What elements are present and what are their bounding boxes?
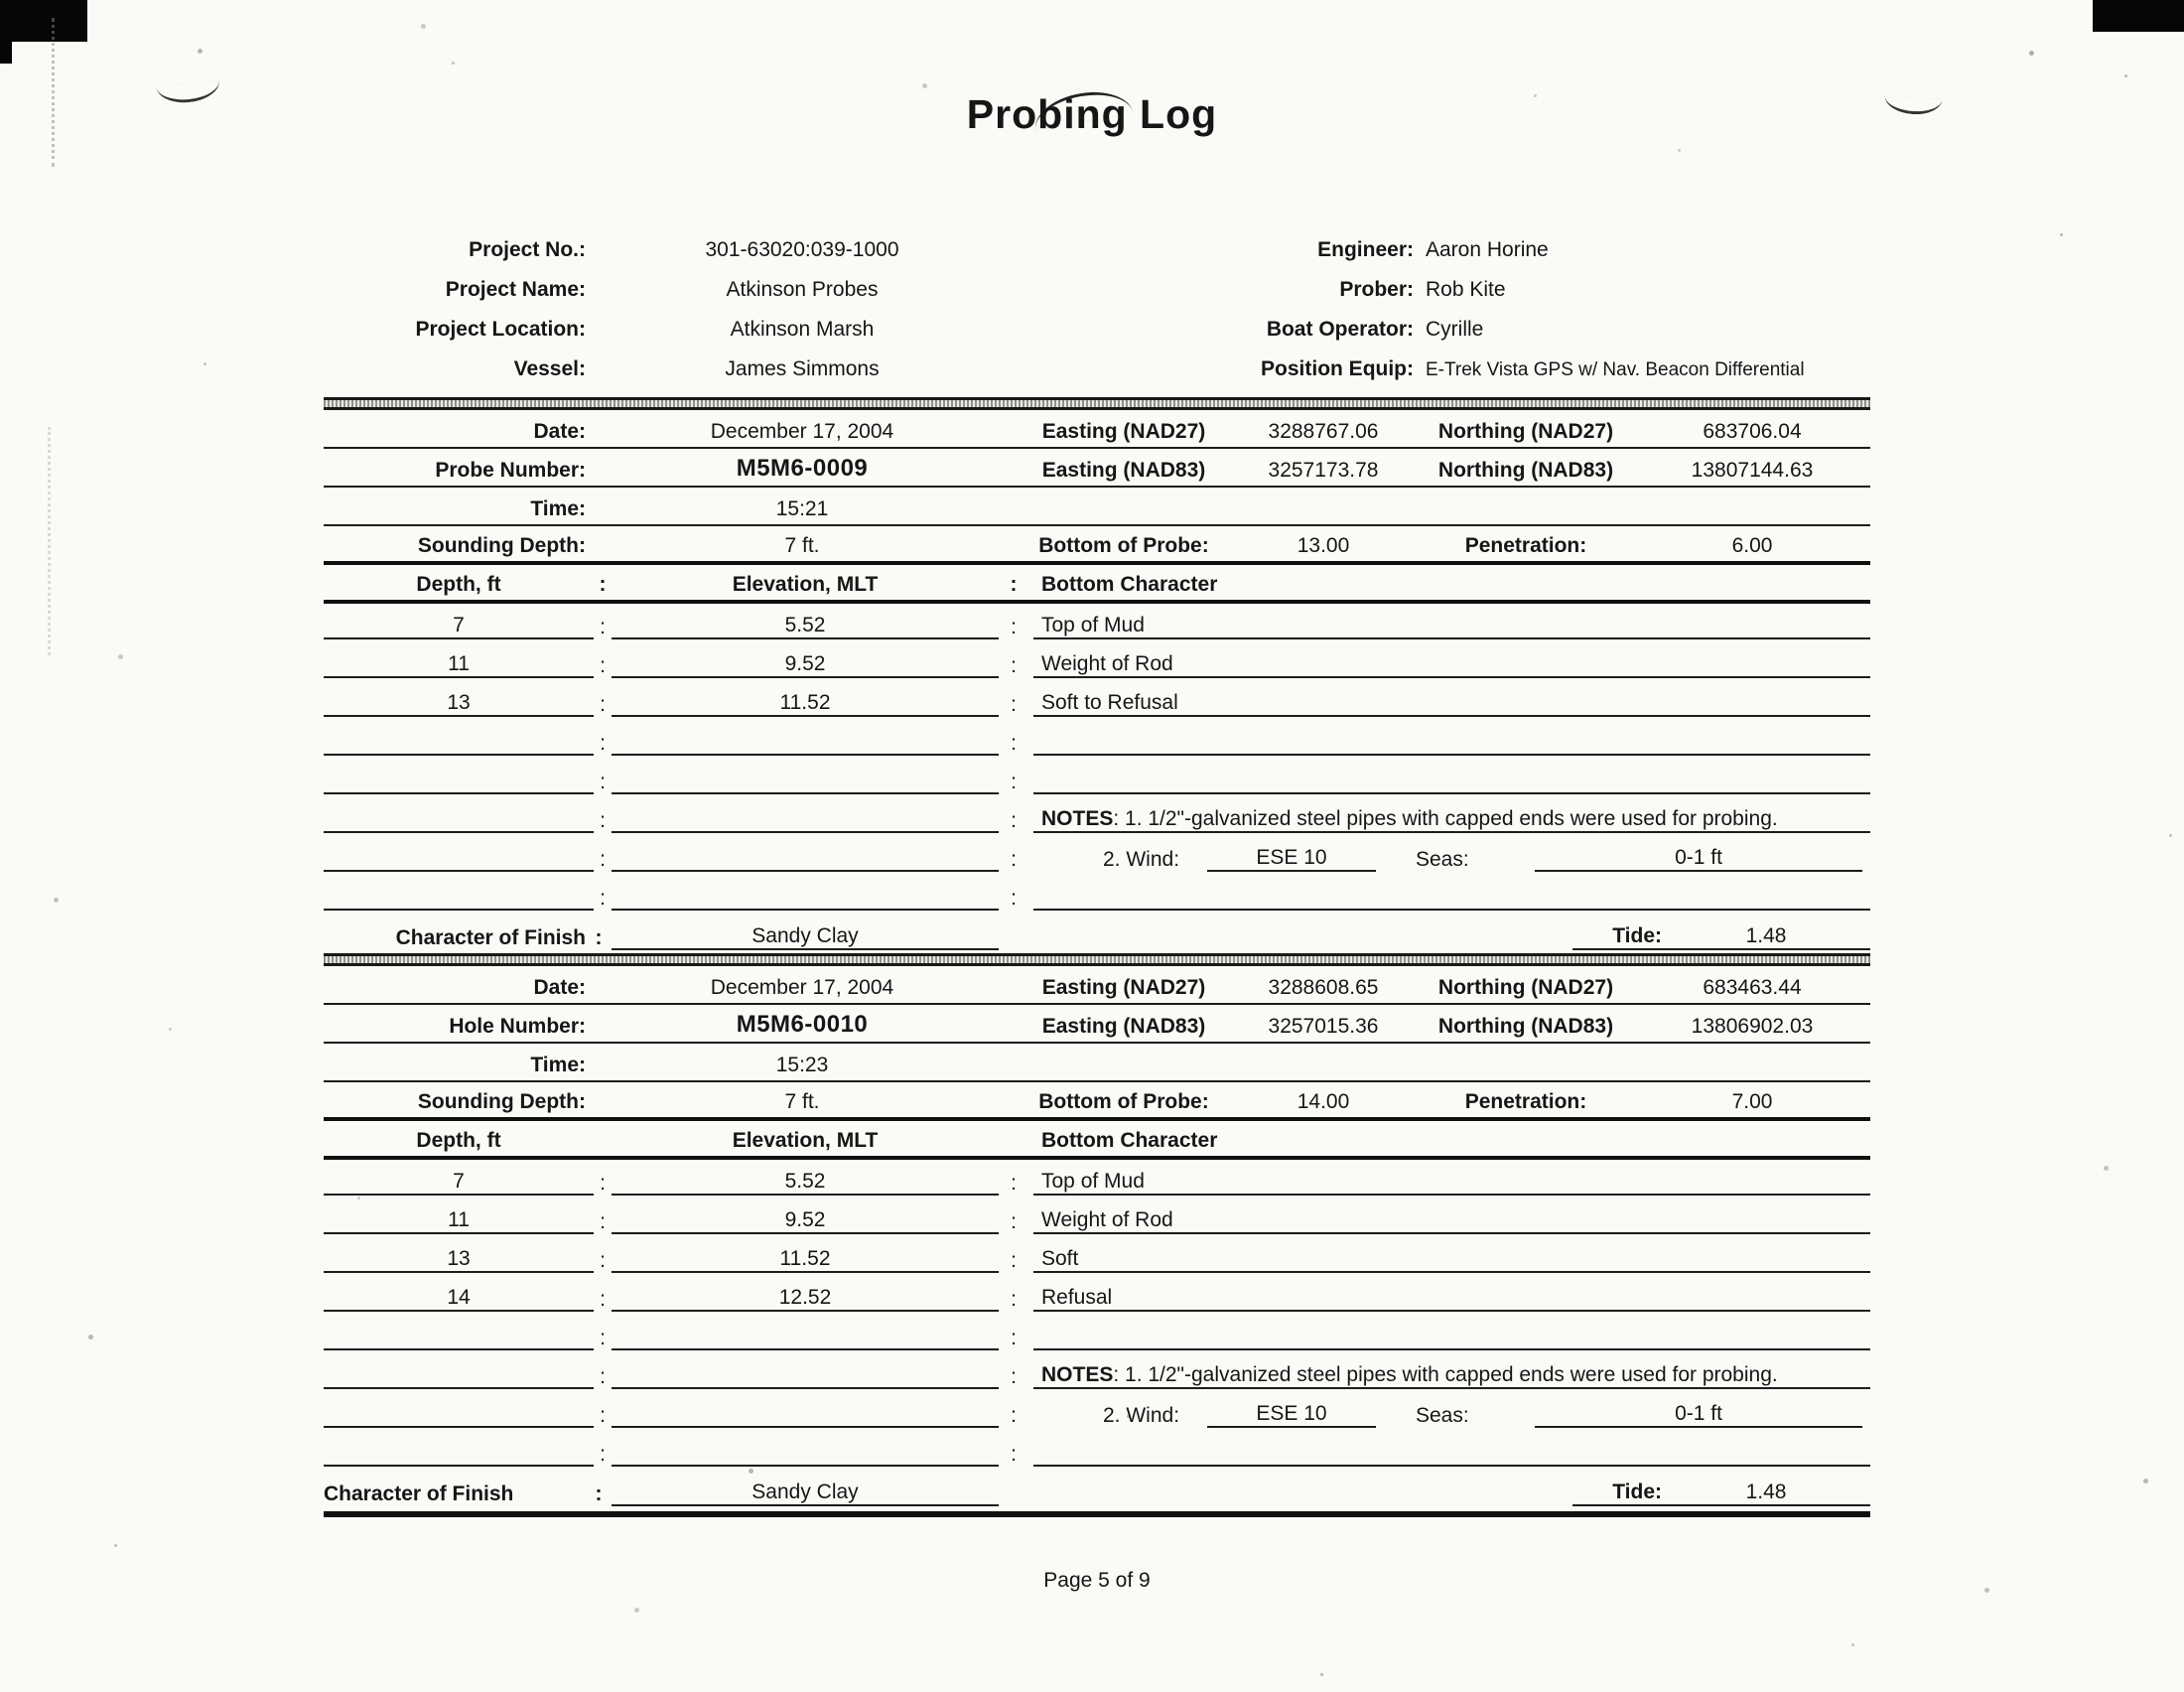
scan-artifact-top-left — [0, 0, 87, 42]
colon-separator: : — [600, 1326, 606, 1349]
notes-value: : 1. 1/2"-galvanized steel pipes with capped ends were used for probing. — [1113, 806, 1778, 830]
notes-row — [324, 797, 1870, 836]
depth-cell — [324, 870, 594, 872]
tide-label: Tide: — [1572, 924, 1662, 950]
colon-separator: : — [595, 1481, 603, 1505]
depth-cell — [324, 1387, 594, 1389]
depth-table-row — [324, 681, 1870, 720]
bottom-of-probe-value: 14.00 — [1297, 1089, 1350, 1113]
character-of-finish-label: Character of Finish — [395, 925, 586, 949]
depth-cell: 13 — [324, 691, 594, 717]
character-of-finish-row — [324, 1470, 1870, 1509]
character-cell — [1033, 792, 1870, 794]
page-number: Page 5 of 9 — [1043, 1569, 1151, 1592]
elevation-cell — [612, 1348, 999, 1350]
easting-nad27-value: 3288608.65 — [1268, 975, 1379, 999]
probe-section-2 — [324, 966, 1870, 1509]
bottom-of-probe-label: Bottom of Probe: — [1038, 1089, 1209, 1113]
notes-text — [1033, 807, 1870, 833]
vessel-label: Vessel: — [513, 356, 586, 380]
empty-row — [324, 1431, 1870, 1470]
elevation-cell — [612, 831, 999, 833]
depth-cell: 7 — [324, 614, 594, 639]
project-no-value: 301-63020:039-1000 — [705, 237, 899, 261]
depth-cell — [324, 754, 594, 756]
page-title: Probing Log — [966, 91, 1218, 137]
colon-separator: : — [1011, 1287, 1017, 1311]
date-label: Date: — [533, 975, 586, 999]
boat-operator-value: Cyrille — [1426, 317, 1484, 341]
depth-cell: 11 — [324, 1208, 594, 1234]
colon-separator: : — [1011, 653, 1017, 677]
depth-table-header — [324, 1121, 1870, 1160]
easting-nad83-value: 3257173.78 — [1268, 458, 1379, 482]
document-content — [324, 0, 1870, 1593]
easting-nad27-value: 3288767.06 — [1268, 419, 1379, 443]
colon-separator: : — [600, 615, 606, 638]
elevation-cell: 5.52 — [612, 1170, 999, 1196]
engineer-label: Engineer: — [1317, 237, 1414, 261]
depth-table-header — [324, 565, 1870, 604]
northing-nad83-label: Northing (NAD83) — [1437, 458, 1614, 482]
depth-cell — [324, 1348, 594, 1350]
character-of-finish-label: Character of Finish — [324, 1481, 514, 1505]
northing-nad27-value: 683706.04 — [1703, 419, 1802, 443]
colon-separator: : — [600, 1403, 606, 1427]
time-label: Time: — [530, 496, 586, 520]
character-cell — [1033, 754, 1870, 756]
penetration-value: 6.00 — [1731, 533, 1773, 557]
elevation-cell: 12.52 — [612, 1286, 999, 1312]
colon-separator: : — [600, 1171, 606, 1195]
scan-artifact-top-right — [2093, 0, 2184, 32]
colon-separator: : — [1011, 615, 1017, 638]
colon-separator: : — [1011, 1171, 1017, 1195]
depth-table-row — [324, 759, 1870, 797]
colon-separator: : — [600, 653, 606, 677]
character-cell: Weight of Rod — [1033, 652, 1870, 678]
elevation-cell: 11.52 — [612, 1247, 999, 1273]
character-of-finish-value: Sandy Clay — [612, 924, 999, 950]
depth-table-row — [324, 1198, 1870, 1237]
wind-seas-row — [324, 1392, 1870, 1431]
depth-cell: 7 — [324, 1170, 594, 1196]
colon-separator: : — [1011, 1403, 1017, 1427]
header-row — [324, 226, 1870, 266]
sounding-depth-row — [324, 526, 1870, 565]
colon-separator: : — [1011, 692, 1017, 716]
character-column-header: Bottom Character — [1041, 572, 1218, 596]
northing-nad27-label: Northing (NAD27) — [1437, 419, 1614, 443]
sounding-depth-row — [324, 1082, 1870, 1121]
character-cell: Weight of Rod — [1033, 1208, 1870, 1234]
bottom-of-probe-label: Bottom of Probe: — [1038, 533, 1209, 557]
scan-speckles — [0, 0, 3, 3]
northing-nad27-label: Northing (NAD27) — [1437, 975, 1614, 999]
northing-nad27-value: 683463.44 — [1703, 975, 1802, 999]
penetration-value: 7.00 — [1731, 1089, 1773, 1113]
position-equip-label: Position Equip: — [1261, 356, 1414, 380]
depth-cell — [324, 1465, 594, 1467]
character-cell — [1033, 909, 1870, 911]
colon-separator: : — [600, 731, 606, 755]
colon-separator: : — [599, 572, 607, 596]
colon-separator: : — [600, 1248, 606, 1272]
date-label: Date: — [533, 419, 586, 443]
penetration-label: Penetration: — [1464, 533, 1587, 557]
colon-separator: : — [1011, 1209, 1017, 1233]
project-header — [324, 226, 1870, 385]
elevation-column-header: Elevation, MLT — [732, 572, 879, 596]
scan-artifact-left-edge — [0, 0, 12, 64]
time-row — [324, 488, 1870, 526]
notes-row — [324, 1353, 1870, 1392]
character-cell: Refusal — [1033, 1286, 1870, 1312]
project-location-label: Project Location: — [415, 317, 586, 341]
elevation-cell — [612, 909, 999, 911]
wind-label: 2. Wind: — [1103, 847, 1180, 871]
easting-nad27-label: Easting (NAD27) — [1041, 975, 1206, 999]
colon-separator: : — [1011, 1248, 1017, 1272]
easting-nad83-value: 3257015.36 — [1268, 1014, 1379, 1038]
elevation-cell — [612, 754, 999, 756]
sounding-depth-value: 7 ft. — [784, 533, 820, 557]
character-cell: Soft — [1033, 1247, 1870, 1273]
elevation-cell — [612, 1465, 999, 1467]
colon-separator: : — [1011, 1364, 1017, 1388]
header-row — [324, 346, 1870, 385]
colon-separator: : — [600, 1442, 606, 1466]
depth-table-row — [324, 1160, 1870, 1198]
date-value: December 17, 2004 — [710, 419, 894, 443]
seas-value: 0-1 ft — [1535, 846, 1862, 872]
character-cell: Top of Mud — [1033, 614, 1870, 639]
header-row — [324, 266, 1870, 306]
tide-value: 1.48 — [1662, 1480, 1870, 1506]
scan-margin-dots — [48, 427, 51, 655]
notes-text — [1033, 1363, 1870, 1389]
notes-label: NOTES — [1041, 806, 1114, 830]
character-cell: Soft to Refusal — [1033, 691, 1870, 717]
sounding-depth-label: Sounding Depth: — [417, 533, 586, 557]
project-name-value: Atkinson Probes — [726, 277, 879, 301]
depth-table-row — [324, 1276, 1870, 1315]
date-value: December 17, 2004 — [710, 975, 894, 999]
date-row — [324, 410, 1870, 449]
empty-row — [324, 875, 1870, 914]
depth-cell — [324, 1426, 594, 1428]
wind-label: 2. Wind: — [1103, 1403, 1180, 1427]
colon-separator: : — [1011, 847, 1017, 871]
penetration-label: Penetration: — [1464, 1089, 1587, 1113]
wind-seas-box — [1033, 846, 1870, 872]
elevation-cell — [612, 792, 999, 794]
colon-separator: : — [600, 692, 606, 716]
colon-separator: : — [600, 770, 606, 793]
tide-value: 1.48 — [1662, 924, 1870, 950]
depth-table-row — [324, 604, 1870, 642]
probe-number-value: M5M6-0009 — [736, 455, 869, 483]
tide-label: Tide: — [1572, 1480, 1662, 1506]
colon-separator: : — [1011, 770, 1017, 793]
colon-separator: : — [1011, 886, 1017, 910]
character-cell: Top of Mud — [1033, 1170, 1870, 1196]
hole-number-label: Hole Number: — [449, 1014, 586, 1038]
elevation-column-header: Elevation, MLT — [732, 1128, 879, 1152]
colon-separator: : — [1011, 808, 1017, 832]
hole-number-value: M5M6-0010 — [736, 1011, 869, 1039]
character-of-finish-row — [324, 914, 1870, 953]
probe-number-row — [324, 449, 1870, 488]
elevation-cell — [612, 1387, 999, 1389]
probe-number-label: Probe Number: — [435, 458, 586, 482]
depth-cell: 14 — [324, 1286, 594, 1312]
elevation-cell: 9.52 — [612, 652, 999, 678]
depth-cell — [324, 792, 594, 794]
elevation-cell — [612, 1426, 999, 1428]
colon-separator: : — [1011, 1326, 1017, 1349]
character-of-finish-value: Sandy Clay — [612, 1480, 999, 1506]
easting-nad27-label: Easting (NAD27) — [1041, 419, 1206, 443]
time-value: 15:23 — [775, 1053, 829, 1076]
seas-label: Seas: — [1416, 847, 1469, 871]
depth-table-row — [324, 1315, 1870, 1353]
depth-cell: 11 — [324, 652, 594, 678]
depth-table-row — [324, 1237, 1870, 1276]
seas-value: 0-1 ft — [1535, 1402, 1862, 1428]
time-row — [324, 1044, 1870, 1082]
section-separator-bar — [324, 397, 1870, 410]
prober-label: Prober: — [1339, 277, 1414, 301]
depth-cell — [324, 909, 594, 911]
colon-separator: : — [595, 925, 603, 949]
block-bottom-rule — [324, 1511, 1870, 1517]
date-row — [324, 966, 1870, 1005]
colon-separator: : — [600, 847, 606, 871]
header-row — [324, 306, 1870, 346]
elevation-cell: 9.52 — [612, 1208, 999, 1234]
time-label: Time: — [530, 1053, 586, 1076]
easting-nad83-label: Easting (NAD83) — [1041, 458, 1206, 482]
notes-value: : 1. 1/2"-galvanized steel pipes with capped ends were used for probing. — [1113, 1362, 1778, 1386]
colon-separator: : — [1011, 1442, 1017, 1466]
project-no-label: Project No.: — [469, 237, 586, 261]
prober-value: Rob Kite — [1426, 277, 1506, 301]
bottom-of-probe-value: 13.00 — [1297, 533, 1350, 557]
colon-separator: : — [600, 808, 606, 832]
colon-separator: : — [600, 886, 606, 910]
character-cell — [1033, 1465, 1870, 1467]
depth-table-row — [324, 642, 1870, 681]
engineer-value: Aaron Horine — [1426, 237, 1549, 261]
depth-column-header: Depth, ft — [416, 1128, 501, 1152]
depth-cell — [324, 831, 594, 833]
elevation-cell: 5.52 — [612, 614, 999, 639]
elevation-cell — [612, 870, 999, 872]
depth-cell: 13 — [324, 1247, 594, 1273]
wind-seas-box — [1033, 1402, 1870, 1428]
time-value: 15:21 — [775, 496, 829, 520]
colon-separator: : — [600, 1287, 606, 1311]
position-equip-value: E-Trek Vista GPS w/ Nav. Beacon Differential — [1426, 359, 1805, 381]
northing-nad83-label: Northing (NAD83) — [1437, 1014, 1614, 1038]
project-name-label: Project Name: — [445, 277, 586, 301]
vessel-value: James Simmons — [725, 356, 880, 380]
boat-operator-label: Boat Operator: — [1266, 317, 1414, 341]
elevation-cell: 11.52 — [612, 691, 999, 717]
wind-value: ESE 10 — [1207, 1402, 1376, 1428]
notes-label: NOTES — [1041, 1362, 1114, 1386]
project-location-value: Atkinson Marsh — [730, 317, 875, 341]
easting-nad83-label: Easting (NAD83) — [1041, 1014, 1206, 1038]
depth-table-row — [324, 720, 1870, 759]
wind-value: ESE 10 — [1207, 846, 1376, 872]
wind-seas-row — [324, 836, 1870, 875]
colon-separator: : — [1010, 572, 1018, 596]
section-separator-bar — [324, 953, 1870, 966]
colon-separator: : — [1011, 731, 1017, 755]
depth-column-header: Depth, ft — [416, 572, 501, 596]
seas-label: Seas: — [1416, 1403, 1469, 1427]
sounding-depth-label: Sounding Depth: — [417, 1089, 586, 1113]
northing-nad83-value: 13806902.03 — [1691, 1014, 1814, 1038]
colon-separator: : — [600, 1364, 606, 1388]
hole-number-row — [324, 1005, 1870, 1044]
character-column-header: Bottom Character — [1041, 1128, 1218, 1152]
sounding-depth-value: 7 ft. — [784, 1089, 820, 1113]
colon-separator: : — [600, 1209, 606, 1233]
character-cell — [1033, 1348, 1870, 1350]
probe-section-1 — [324, 410, 1870, 953]
northing-nad83-value: 13807144.63 — [1691, 458, 1814, 482]
